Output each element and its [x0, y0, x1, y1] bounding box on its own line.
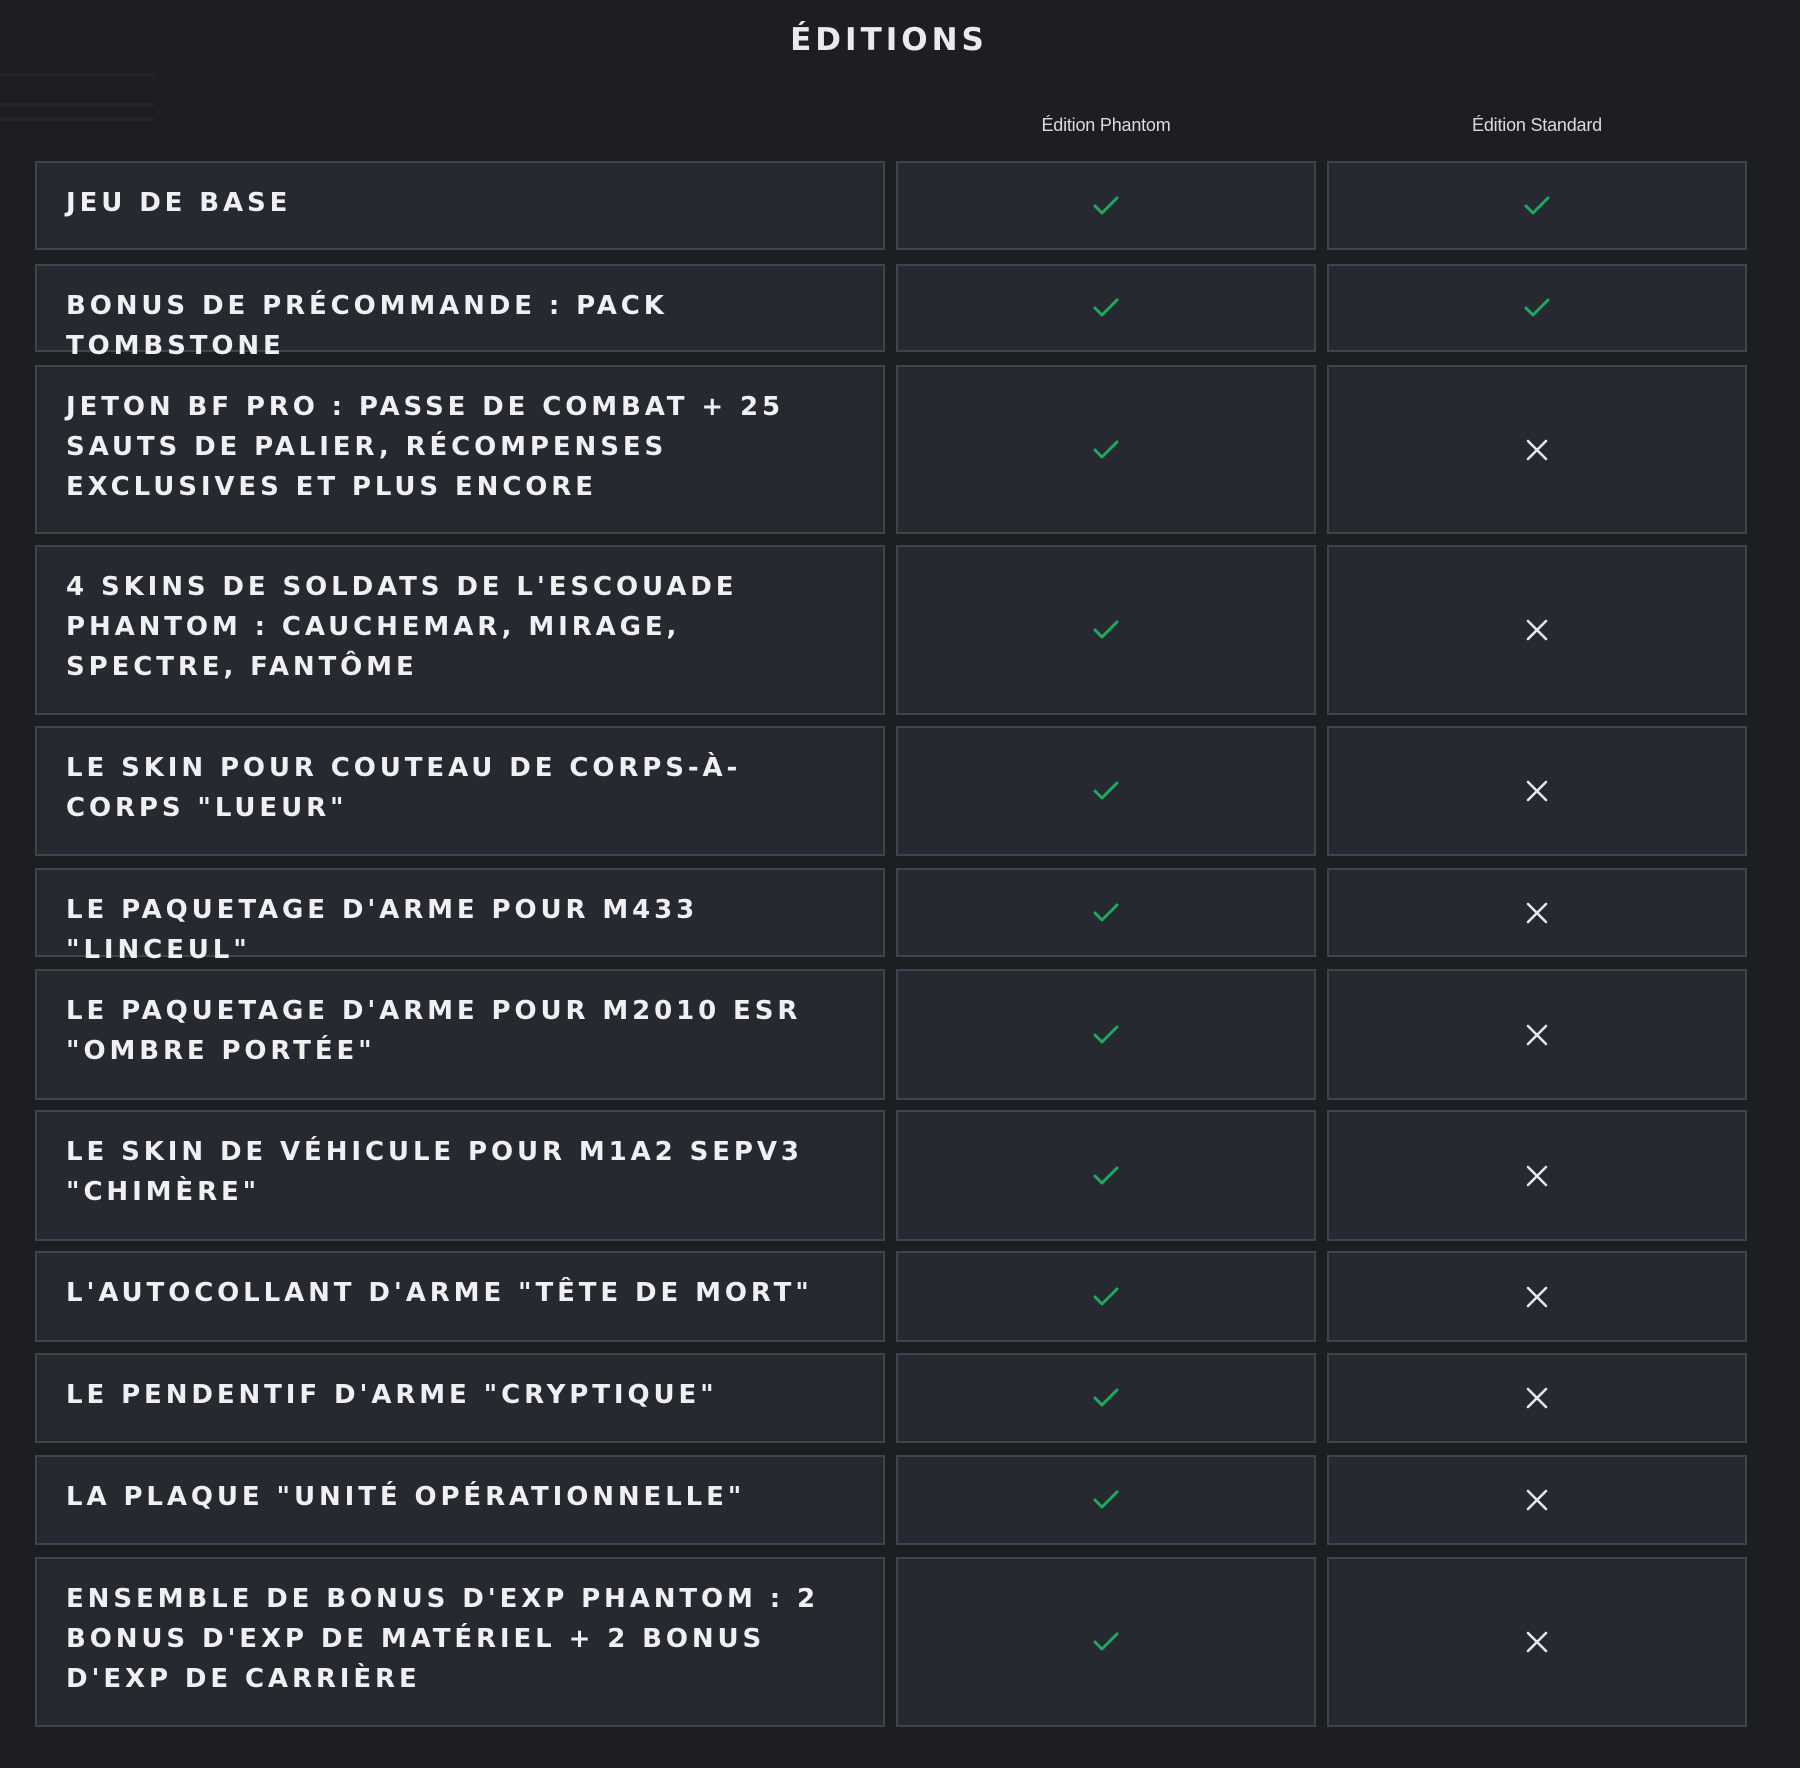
feature-label: JEU DE BASE [66, 188, 292, 218]
feature-cell [35, 1455, 885, 1545]
feature-label: LE PAQUETAGE D'ARME POUR M2010 ESR "OMBRE PORTÉE" [66, 996, 802, 1066]
feature-cell [35, 868, 885, 965]
check-icon [1093, 781, 1119, 801]
feature-cell [35, 726, 885, 856]
check-icon [1093, 196, 1119, 216]
cross-icon [1526, 1165, 1548, 1187]
page-title: ÉDITIONS [790, 22, 988, 58]
feature-label: LE PENDENTIF D'ARME "CRYPTIQUE" [66, 1380, 718, 1410]
cross-icon [1526, 1387, 1548, 1409]
check-icon [1093, 1025, 1119, 1045]
feature-label: 4 SKINS DE SOLDATS DE L'ESCOUADE PHANTOM : CAUCHEMAR, MIRAGE, SPECTRE, FANTÔME [66, 572, 738, 682]
feature-label: L'AUTOCOLLANT D'ARME "TÊTE DE MORT" [66, 1278, 813, 1308]
standard-availability-cell [1327, 1251, 1747, 1342]
check-icon [1093, 620, 1119, 640]
phantom-availability-cell [896, 969, 1316, 1100]
standard-availability-cell [1327, 1455, 1747, 1545]
feature-label: LE PAQUETAGE D'ARME POUR M433 "LINCEUL" [66, 895, 699, 965]
phantom-availability-cell [896, 365, 1316, 534]
standard-availability-cell [1327, 264, 1747, 352]
phantom-availability-cell [896, 1353, 1316, 1443]
cross-icon [1526, 1024, 1548, 1046]
check-icon [1093, 298, 1119, 318]
cross-icon [1526, 1631, 1548, 1653]
cross-icon [1526, 1489, 1548, 1511]
check-icon [1093, 1287, 1119, 1307]
column-header-phantom: Édition Phantom [1041, 115, 1171, 135]
feature-cell [35, 1110, 885, 1241]
standard-availability-cell [1327, 969, 1747, 1100]
standard-availability-cell [1327, 545, 1747, 715]
check-icon [1093, 1166, 1119, 1186]
background-streak [0, 103, 155, 106]
feature-cell [35, 545, 885, 715]
feature-label: LE SKIN POUR COUTEAU DE CORPS-À-CORPS "LUEUR" [66, 753, 742, 823]
feature-cell [35, 1353, 885, 1443]
cross-icon [1526, 619, 1548, 641]
cross-icon [1526, 1286, 1548, 1308]
standard-availability-cell [1327, 868, 1747, 957]
background-streak [0, 73, 155, 76]
standard-availability-cell [1327, 1110, 1747, 1241]
feature-cell [35, 264, 885, 361]
standard-availability-cell [1327, 726, 1747, 856]
phantom-availability-cell [896, 1455, 1316, 1545]
feature-label: LA PLAQUE "UNITÉ OPÉRATIONNELLE" [66, 1482, 746, 1512]
check-icon [1093, 1632, 1119, 1652]
check-icon [1093, 440, 1119, 460]
phantom-availability-cell [896, 726, 1316, 856]
feature-label: BONUS DE PRÉCOMMANDE : PACK TOMBSTONE [66, 291, 668, 361]
phantom-availability-cell [896, 1557, 1316, 1727]
cross-icon [1526, 780, 1548, 802]
feature-label: ENSEMBLE DE BONUS D'EXP PHANTOM : 2 BONUS D'EXP DE MATÉRIEL + 2 BONUS D'EXP DE CARRIÈRE [66, 1584, 819, 1694]
column-header-standard: Édition Standard [1472, 115, 1602, 135]
check-icon [1524, 298, 1550, 318]
feature-cell [35, 365, 885, 534]
feature-cell [35, 161, 885, 250]
feature-cell [35, 969, 885, 1100]
phantom-availability-cell [896, 545, 1316, 715]
check-icon [1093, 1490, 1119, 1510]
check-icon [1093, 903, 1119, 923]
standard-availability-cell [1327, 365, 1747, 534]
phantom-availability-cell [896, 868, 1316, 957]
background-streak [0, 118, 155, 121]
check-icon [1524, 196, 1550, 216]
standard-availability-cell [1327, 1557, 1747, 1727]
standard-availability-cell [1327, 161, 1747, 250]
feature-label: LE SKIN DE VÉHICULE POUR M1A2 SEPV3 "CHIMÈRE" [66, 1137, 803, 1207]
phantom-availability-cell [896, 1251, 1316, 1342]
phantom-availability-cell [896, 161, 1316, 250]
standard-availability-cell [1327, 1353, 1747, 1443]
feature-cell [35, 1557, 885, 1727]
cross-icon [1526, 902, 1548, 924]
cross-icon [1526, 439, 1548, 461]
phantom-availability-cell [896, 264, 1316, 352]
feature-cell [35, 1251, 885, 1342]
phantom-availability-cell [896, 1110, 1316, 1241]
check-icon [1093, 1388, 1119, 1408]
feature-label: JETON BF PRO : PASSE DE COMBAT + 25 SAUTS DE PALIER, RÉCOMPENSES EXCLUSIVES ET PLUS ENCORE [66, 392, 784, 502]
